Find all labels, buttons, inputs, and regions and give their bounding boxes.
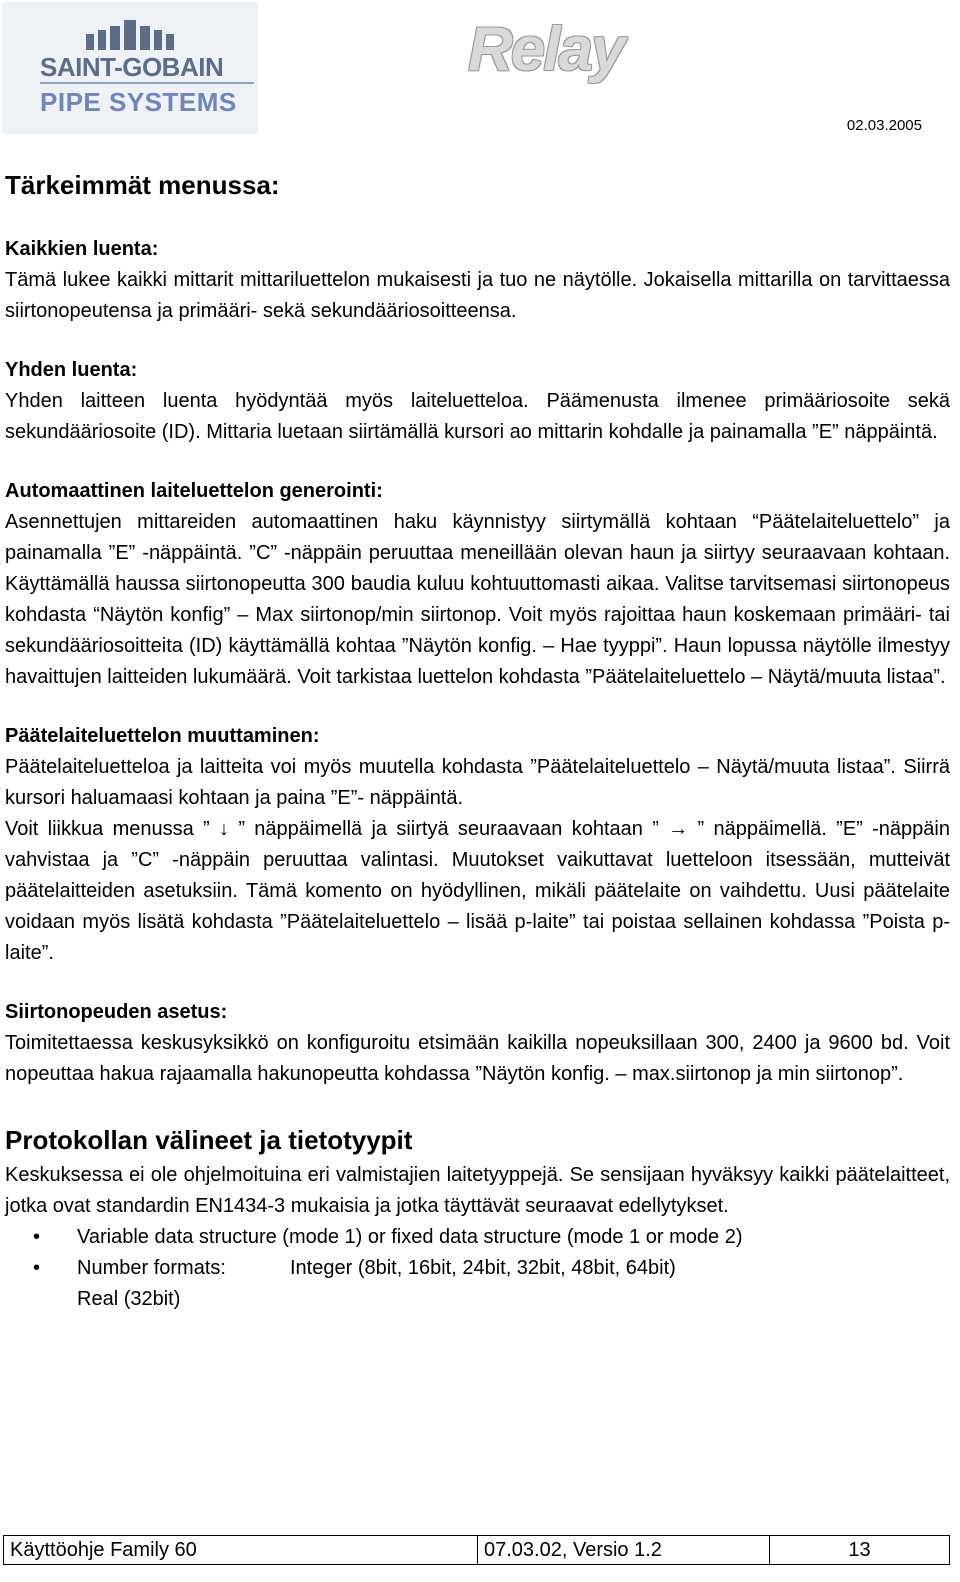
list-item-continuation <box>5 1284 950 1315</box>
page-header <box>0 0 960 140</box>
footer-doc-name: Käyttöohje Family 60 <box>4 1536 478 1564</box>
paragraph: Voit liikkua menussa ” ↓ ” näppäimellä ja siirtyä seuraavaan kohtaan ” → ” näppäimellä. ”E” -näppäin vahvistaa ja ”C” -näppäin peruuttaa valintasi. Muutokset vaikuttavat luetteloon itsessään, mutteivät päätelaitteiden asetuksiin. Tämä komento on hyödyllinen, mikäli päätelaite on vaihdettu. Uusi päätelaite voidaan myös lisätä kohdasta ”Päätelaiteluettelo – lisää p-laite” tai poistaa sellainen kohdassa ”Poista p-laite”. <box>5 818 950 964</box>
logo-line1: SAINT-GOBAIN <box>40 52 224 82</box>
list-item-text: Real (32bit) <box>77 1288 181 1310</box>
paragraph: Asennettujen mittareiden automaattinen haku käynnistyy siirtymällä kohtaan “Päätelaiteluettelo” ja painamalla ”E” -näppäintä. ”C” -näppäin peruuttaa meneillään olevan haun ja siirtyy seuraavaan kohtaan. Käyttämällä haussa siirtonopeutta 300 baudia kuluu kohtuuttomasti aikaa. Valitse tarvitsemasi siirtonopeus kohdasta “Näytön konfig” – Max siirtonop/min siirtonop. Voit myös rajoittaa haun koskemaan primääri- tai sekundääriosoitteita (ID) käyttämällä kohtaa ”Näytön konfig. – Hae tyyppi”. Haun lopussa näytölle ilmestyy havaittujen laitteiden lukumäärä. Voit tarkistaa luettelon kohdasta ”Päätelaiteluettelo – Näytä/muuta listaa”. <box>5 511 950 688</box>
saint-gobain-logo <box>2 2 258 134</box>
subsection-heading: Siirtonopeuden asetus: <box>5 1001 228 1023</box>
paragraph: Yhden laitteen luenta hyödyntää myös laiteluetteloa. Päämenusta ilmenee primääriosoite sekä sekundääriosoite (ID). Mittaria luetaan siirtämällä kursori ao mittarin kohdalle ja painamalla ”E” näppäintä. <box>5 390 950 443</box>
section-title: Protokollan välineet ja tietotyypit <box>5 1125 413 1155</box>
bullet-icon: • <box>33 1226 41 1248</box>
footer-version: 07.03.02, Versio 1.2 <box>478 1536 770 1564</box>
logo-line2: PIPE SYSTEMS <box>40 87 237 117</box>
subsection-heading: Yhden luenta: <box>5 359 138 381</box>
castle-icon <box>82 20 178 50</box>
logo-rule <box>40 82 254 84</box>
list-item-text: Integer (8bit, 16bit, 24bit, 32bit, 48bit, 64bit) <box>290 1257 676 1279</box>
footer-page-number: 13 <box>848 1539 871 1561</box>
list-item <box>5 1222 950 1253</box>
bullet-list <box>5 1222 950 1315</box>
section-title: Tärkeimmät menussa: <box>5 170 280 200</box>
paragraph: Toimitettaessa keskusyksikkö on konfiguroitu etsimään kaikilla nopeuksillaan 300, 2400 ja 9600 bd. Voit nopeuttaa hakua rajaamalla hakunopeutta kohdassa ”Näytön konfig. – max.siirtonop ja min siirtonop”. <box>5 1032 950 1085</box>
bullet-icon: • <box>33 1257 41 1279</box>
header-date: 02.03.2005 <box>846 117 922 134</box>
relay-logo: Relay <box>468 15 624 84</box>
paragraph: Tämä lukee kaikki mittarit mittariluettelon mukaisesti ja tuo ne näytölle. Jokaisella mittarilla on tarvittaessa siirtonopeutensa ja primääri- sekä sekundääriosoitteensa. <box>5 269 950 322</box>
subsection-heading: Päätelaiteluettelon muuttaminen: <box>5 725 320 747</box>
page-footer <box>3 1535 950 1565</box>
subsection-heading: Kaikkien luenta: <box>5 238 159 260</box>
list-item <box>5 1253 950 1284</box>
subsection-heading: Automaattinen laiteluettelon generointi: <box>5 480 383 502</box>
list-item-label: Number formats: <box>77 1257 226 1279</box>
paragraph: Keskuksessa ei ole ohjelmoituina eri valmistajien laitetyyppejä. Se sensijaan hyväksyy kaikki päätelaitteet, jotka ovat standardin EN1434-3 mukaisia ja jotka täyttävät seuraavat edellytykset. <box>5 1164 950 1217</box>
paragraph: Päätelaiteluetteloa ja laitteita voi myös muutella kohdasta ”Päätelaiteluettelo – Näytä/muuta listaa”. Siirrä kursori haluamaasi kohtaan ja paina ”E”- näppäintä. <box>5 756 950 809</box>
list-item-text: Variable data structure (mode 1) or fixed data structure (mode 1 or mode 2) <box>77 1226 743 1248</box>
page-content <box>5 164 950 1315</box>
